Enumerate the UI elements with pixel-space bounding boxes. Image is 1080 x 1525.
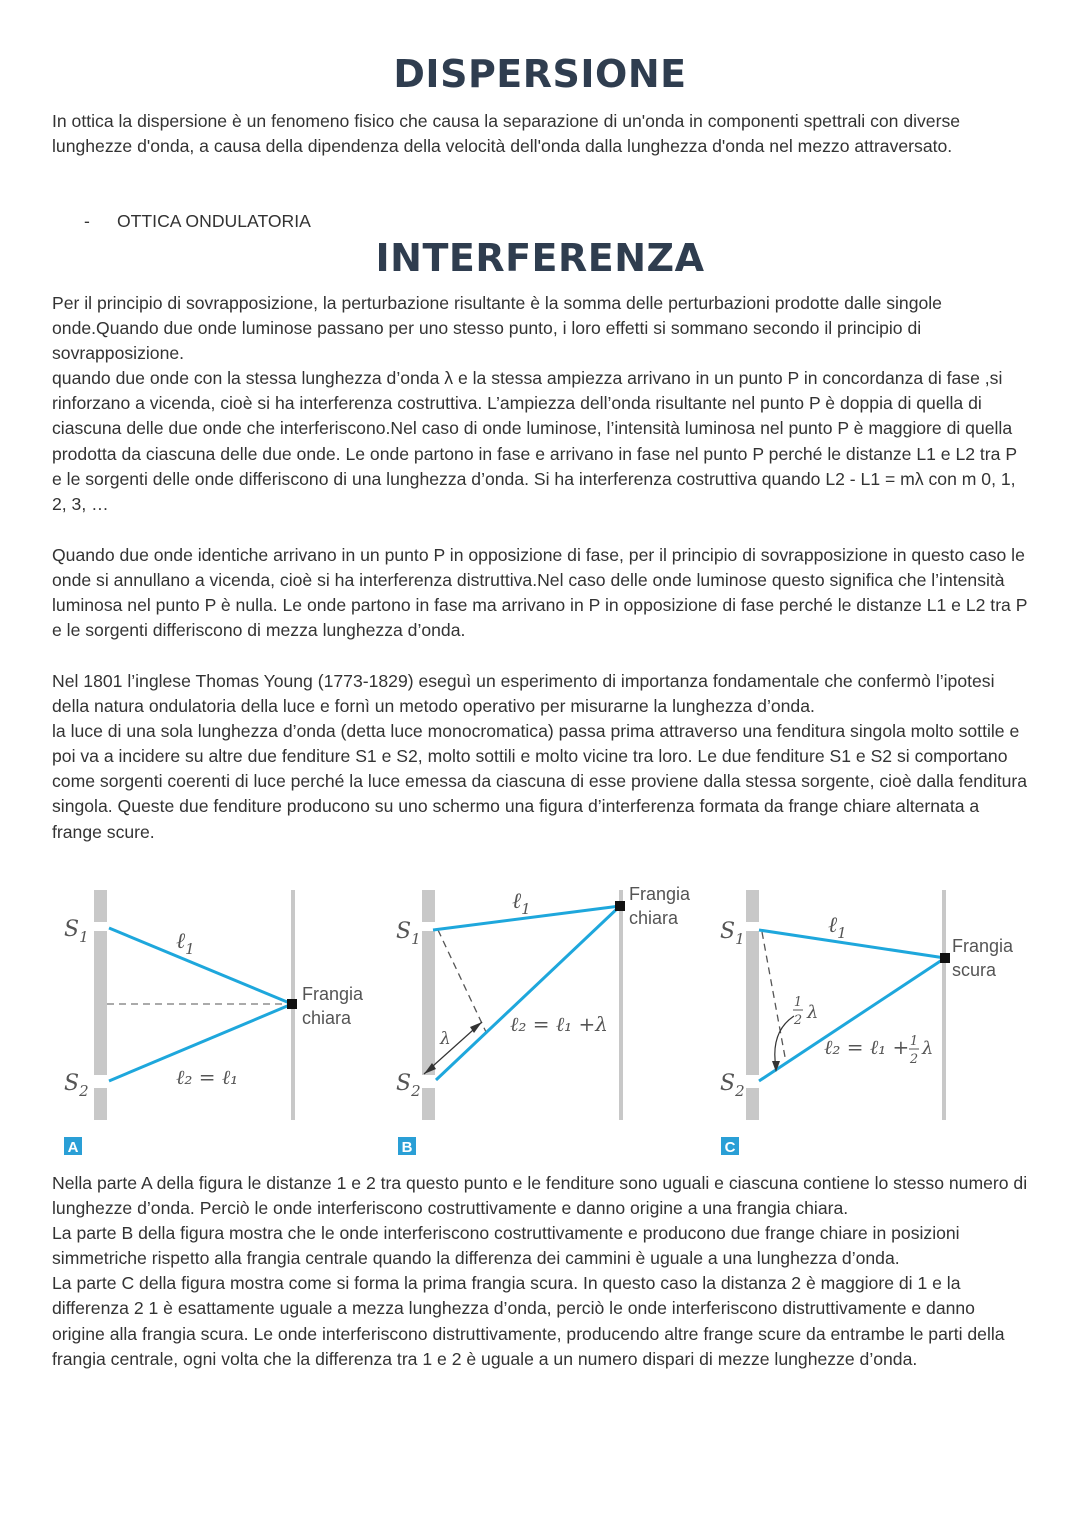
label-s1: $S_1$ xyxy=(396,919,421,948)
l2-eq-text: ℓ₂ = ℓ₁ + xyxy=(824,1035,910,1059)
panel-b xyxy=(396,884,691,1156)
title-dispersione: DISPERSIONE xyxy=(393,52,687,96)
slit-barrier-top xyxy=(746,890,759,922)
bullet-dash: - xyxy=(84,211,90,231)
badge-a-label: A xyxy=(67,1139,79,1156)
label-l2-eq xyxy=(824,1034,933,1067)
label-l1: ℓ$_1$ xyxy=(176,929,195,958)
interference-figure xyxy=(52,872,1032,1164)
bullet-item xyxy=(84,209,311,234)
half-denominator: 2 xyxy=(793,1013,803,1028)
screen xyxy=(942,890,946,1120)
fringe-label-line2: chiara xyxy=(302,1008,352,1028)
slit-barrier-bottom xyxy=(422,1088,435,1120)
fringe-point xyxy=(287,999,297,1009)
slit-barrier-middle xyxy=(422,931,435,1075)
label-s2: $S_2$ xyxy=(720,1071,745,1100)
ray-l1 xyxy=(109,928,292,1004)
l2-half-denominator: 2 xyxy=(909,1052,919,1067)
paragraph-costruttiva: Per il principio di sovrapposizione, la perturbazione risultante è la somma delle perturbazioni prodotte dalle singole onde.Quando due onde luminose passano per uno stesso punto, i loro effetti si sommano secondo il principio di sovrapposizione. quando due onde con la stessa lunghezza d’onda λ e la stessa ampiezza arrivano in un punto P in concordanza di fase ,si rinforzano a vicenda, cioè si ha interferenza costruttiva. L’ampiezza dell’onda risultante nel punto P è doppia di quella di ciascuna delle due onde che interferiscono.Nel caso di onde luminose, l’intensità luminosa nel punto P è maggiore di quella prodotta da ciascuna delle due onde. Le onde partono in fase e arrivano in fase nel punto P perché le distanze L1 e L2 tra P e le sorgenti delle onde differiscono di una lunghezza d’onda. Si ha interferenza costruttiva quando L2 - L1 = mλ con m 0, 1, 2, 3, … xyxy=(52,293,1017,514)
label-l1: ℓ$_1$ xyxy=(828,913,847,942)
label-s2: $S_2$ xyxy=(396,1071,421,1100)
label-l2-eq: ℓ₂ = ℓ₁ +λ xyxy=(510,1012,608,1036)
half-lambda-symbol: λ xyxy=(807,1002,819,1023)
fringe-point xyxy=(940,953,950,963)
ray-l2 xyxy=(436,906,620,1080)
half-numerator: 1 xyxy=(793,995,803,1010)
ray-l1 xyxy=(759,930,945,958)
label-s1: $S_1$ xyxy=(720,919,745,948)
label-lambda: λ xyxy=(440,1029,451,1049)
label-l2-eq: ℓ₂ = ℓ₁ xyxy=(176,1065,239,1089)
l2-lambda-symbol: λ xyxy=(922,1038,934,1059)
slit-barrier-middle xyxy=(746,931,759,1075)
badge-b-label: B xyxy=(401,1139,413,1156)
slit-barrier-top xyxy=(422,890,435,922)
fringe-label-line1: Frangia xyxy=(302,984,364,1004)
label-s1: $S_1$ xyxy=(64,917,89,946)
fringe-label-line1: Frangia xyxy=(629,884,691,904)
fringe-label-line1: Frangia xyxy=(952,936,1014,956)
title-interferenza: INTERFERENZA xyxy=(375,236,705,280)
perpendicular-dashed xyxy=(762,932,785,1057)
paragraph-figure-explanation: Nella parte A della figura le distanze 1 e 2 tra questo punto e le fenditure sono uguali e ciascuna contiene lo stesso numero di lunghezze d’onda. Perciò le onde interferiscono costruttivamente e danno origine a una frangia chiara. La parte B della figura mostra che le onde interferiscono costruttivamente e producono due frange chiare in posizioni simmetriche rispetto alla frangia centrale quando la differenza dei cammini è uguale a una lunghezza d’onda. La parte C della figura mostra come si forma la prima frangia scura. In questo caso la distanza 2 è maggiore di 1 e la differenza 2 1 è esattamente uguale a mezza lunghezza d’onda, perciò le onde interferiscono distruttivamente e danno origine alla frangia scura. Le onde interferiscono distruttivamente, producendo altre frange scure da entrambe le parti della frangia centrale, ogni volta che la differenza tra 1 e 2 è uguale a un numero dispari di mezze lunghezze d’onda. xyxy=(52,1173,1028,1369)
slit-barrier-middle xyxy=(94,931,107,1075)
bullet-text: OTTICA ONDULATORIA xyxy=(117,211,311,231)
panel-a xyxy=(64,890,364,1156)
l2-half-numerator: 1 xyxy=(909,1034,919,1049)
slit-barrier-top xyxy=(94,890,107,922)
label-half-lambda xyxy=(793,995,819,1028)
fringe-point xyxy=(615,901,625,911)
panel-c xyxy=(720,890,1014,1156)
slit-barrier-bottom xyxy=(746,1088,759,1120)
screen xyxy=(619,890,623,1120)
badge-c-label: C xyxy=(724,1139,736,1156)
dispersione-paragraph: In ottica la dispersione è un fenomeno fisico che causa la separazione di un'onda in componenti spettrali con diverse lunghezze d'onda, a causa della dipendenza della velocità dell'onda dalla lunghezza d'onda nel mezzo attraversato. xyxy=(52,111,961,157)
fringe-label-line2: scura xyxy=(952,960,997,980)
paragraph-distruttiva: Quando due onde identiche arrivano in un punto P in opposizione di fase, per il principio di sovrapposizione in questo caso le onde si annullano a vicenda, cioè si ha interferenza distruttiva.Nel caso delle onde luminose questo significa che l’intensità luminosa nel punto P è nulla. Le onde partono in fase ma arrivano in P in opposizione di fase perché le distanze L1 e L2 tra P e le sorgenti differiscono di mezza lunghezza d’onda. xyxy=(52,545,1028,641)
paragraph-young: Nel 1801 l’inglese Thomas Young (1773-1829) eseguì un esperimento di importanza fondamentale che confermò l’ipotesi della natura ondulatoria della luce e fornì un metodo operativo per misurarne la lunghezza d’onda. la luce di una sola lunghezza d’onda (detta luce monocromatica) passa prima attraverso una fenditura singola molto sottile e poi va a incidere su altre due fenditure S1 e S2, molto sottili e molto vicine tra loro. Le due fenditure S1 e S2 si comportano come sorgenti coerenti di luce perché la luce emessa da ciascuna di esse proviene dalla stessa sorgente, cioè dalla fenditura singola. Queste due fenditure producono su uno schermo una figura d’interferenza formata da frange chiare alternata a frange scure. xyxy=(52,671,1028,842)
label-s2: $S_2$ xyxy=(64,1071,89,1100)
label-l1: ℓ$_1$ xyxy=(512,889,531,918)
fringe-label-line2: chiara xyxy=(629,908,679,928)
slit-barrier-bottom xyxy=(94,1088,107,1120)
perpendicular-dashed xyxy=(438,930,486,1032)
